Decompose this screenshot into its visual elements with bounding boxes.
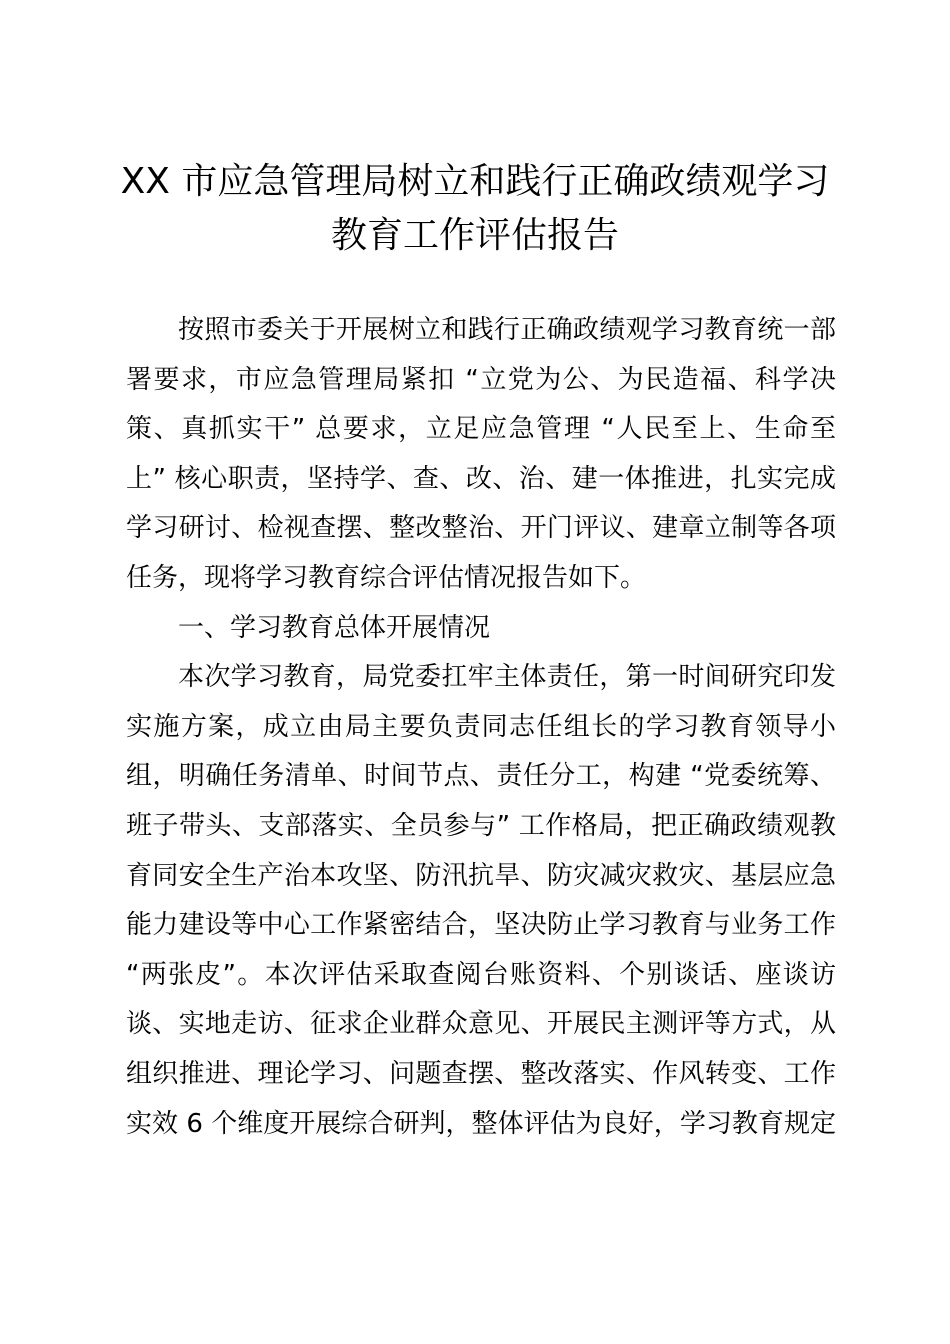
paragraph-line: 学习研讨、检视查摆、整改整治、开门评议、建章立制等各项 (126, 513, 836, 544)
title-line-1: XX 市应急管理局树立和践行正确政绩观学习 (120, 161, 830, 202)
document-title (100, 155, 850, 263)
paragraph-line: 实施方案，成立由局主要负责同志任组长的学习教育领导小 (126, 711, 836, 742)
paragraph-line: 策、真抓实干” 总要求，立足应急管理 “人民至上、生命至 (126, 414, 836, 445)
section-heading: 一、学习教育总体开展情况 (178, 612, 491, 643)
paragraph-line: 组，明确任务清单、时间节点、责任分工，构建 “党委统筹、 (126, 761, 836, 792)
document-body (126, 306, 836, 1149)
title-line-2: 教育工作评估报告 (330, 215, 619, 256)
paragraph-line: 育同安全生产治本攻坚、防汛抗旱、防灾减灾救灾、基层应急 (126, 860, 836, 891)
paragraph-line: “两张皮”。本次评估采取查阅台账资料、个别谈话、座谈访 (126, 959, 836, 990)
paragraph-line: 上” 核心职责，坚持学、查、改、治、建一体推进，扎实完成 (126, 463, 836, 494)
paragraph-line: 署要求，市应急管理局紧扣 “立党为公、为民造福、科学决 (126, 364, 836, 395)
paragraph-line: 组织推进、理论学习、问题查摆、整改落实、作风转变、工作 (126, 1058, 836, 1089)
paragraph-line: 任务，现将学习教育综合评估情况报告如下。 (126, 562, 647, 593)
paragraph-line: 实效 6 个维度开展综合研判，整体评估为良好，学习教育规定 (126, 1108, 836, 1139)
paragraph-line: 本次学习教育，局党委扛牢主体责任，第一时间研究印发 (178, 662, 836, 693)
paragraph-line: 班子带头、支部落实、全员参与” 工作格局，把正确政绩观教 (126, 810, 836, 841)
paragraph-line: 谈、实地走访、征求企业群众意见、开展民主测评等方式，从 (126, 1009, 836, 1040)
paragraph-line: 按照市委关于开展树立和践行正确政绩观学习教育统一部 (178, 315, 836, 345)
paragraph-line: 能力建设等中心工作紧密结合，坚决防止学习教育与业务工作 (126, 910, 836, 941)
